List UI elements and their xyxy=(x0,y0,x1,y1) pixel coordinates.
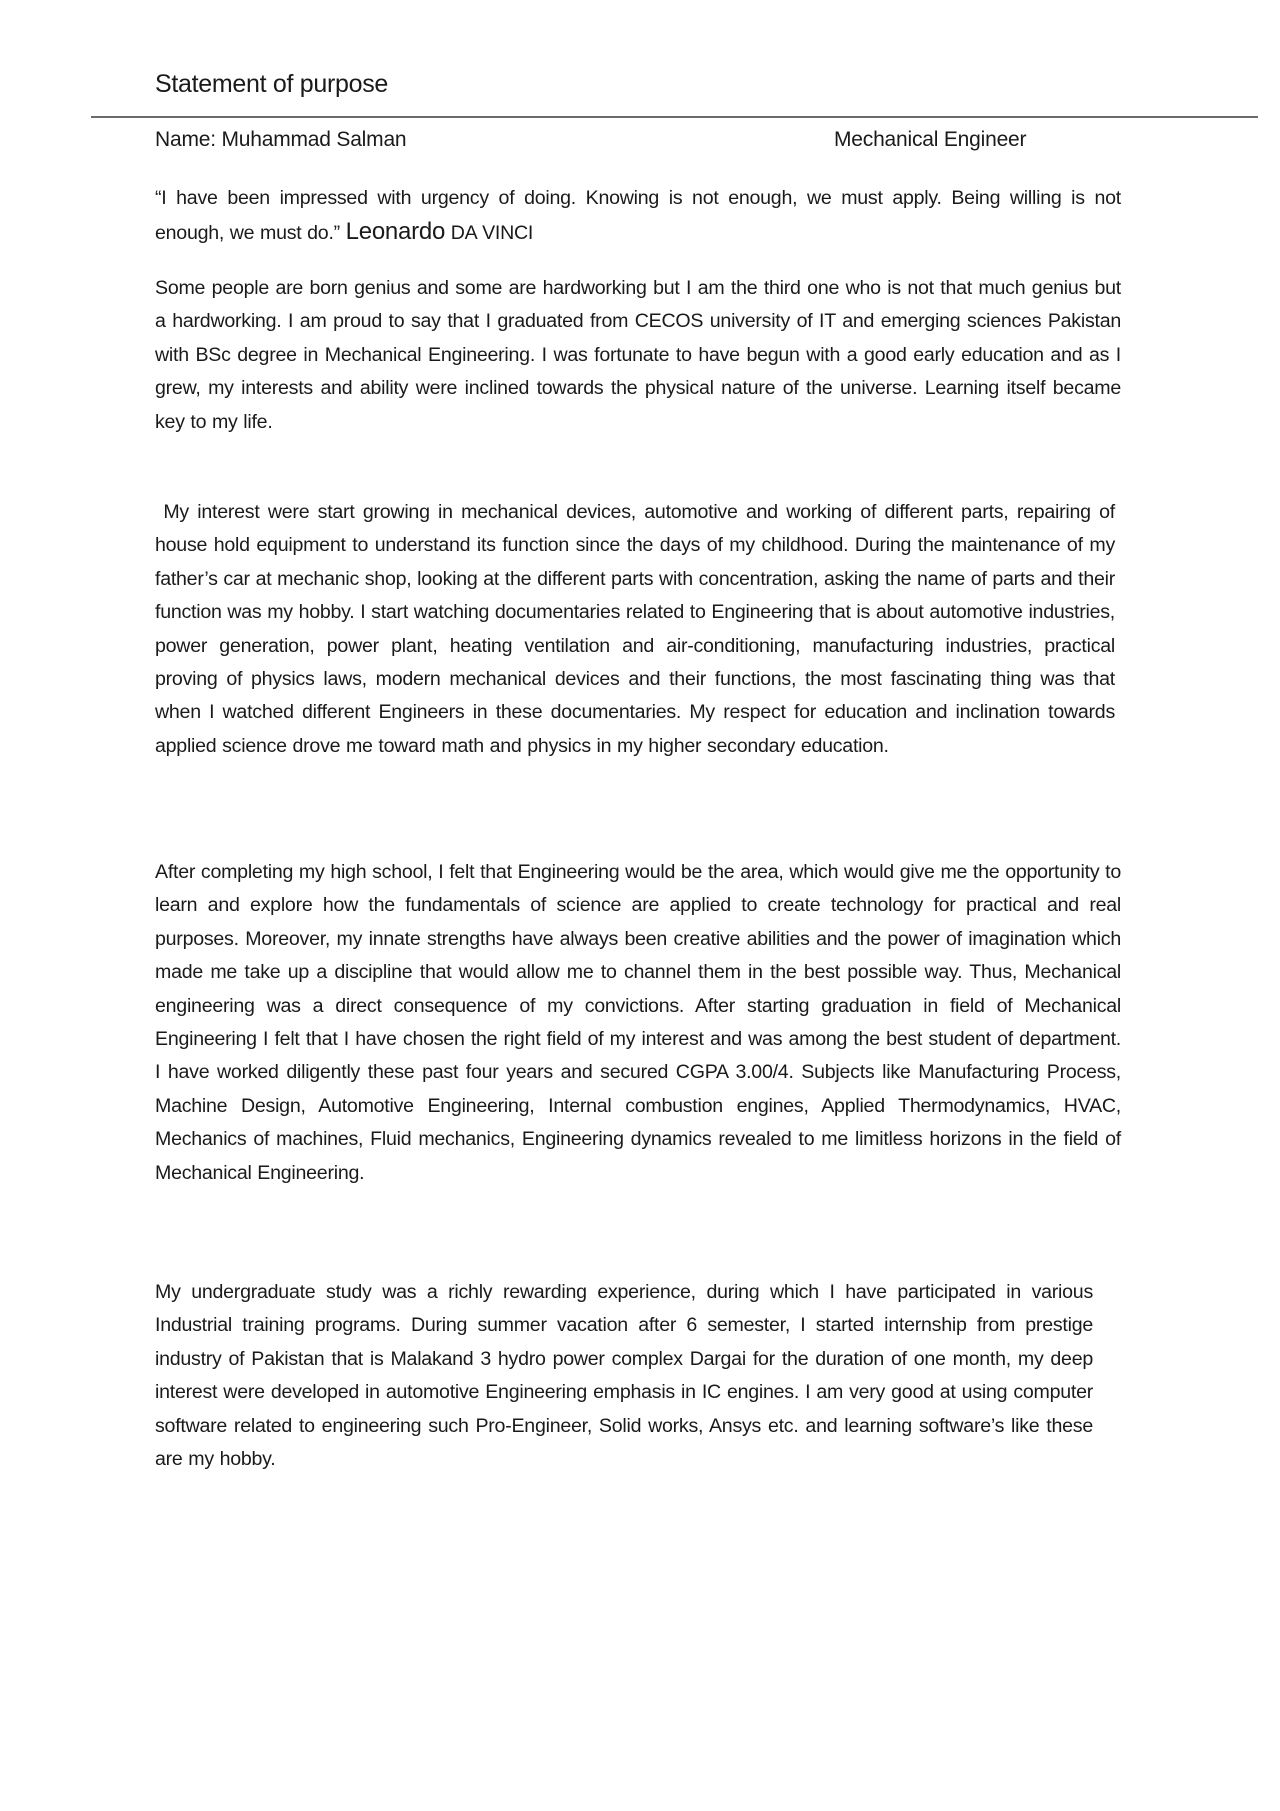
paragraph-experience: My undergraduate study was a richly rewarding experience, during which I have participated in various Industrial training programs. During summer vacation after 6 semester, I started internship from prestige industry of Pakistan that is Malakand 3 hydro power complex Dargai for the duration of one month, my deep interest were developed in automotive Engineering emphasis in IC engines. I am very good at using computer software related to engineering such Pro-Engineer, Solid works, Ansys etc. and learning software’s like these are my hobby. xyxy=(155,1281,1093,1471)
quote-author-first: Leonardo xyxy=(345,218,446,246)
paragraph-education: After completing my high school, I felt that Engineering would be the area, which would give me the opportunity to learn and explore how the fundamentals of science are applied to create technology for practical and real purposes. Moreover, my innate strengths have always been creative abilities and the power of imagination which made me take up a discipline that would allow me to channel them in the best possible way. Thus, Mechanical engineering was a direct consequence of my convictions. After starting graduation in field of Mechanical Engineering I felt that I have chosen the right field of my interest and was among the best student of department. I have worked diligently these past four years and secured CGPA 3.00/4. Subjects like Manufacturing Process, Machine Design, Automotive Engineering, Internal combustion engines, Applied Thermodynamics, HVAC, Mechanics of machines, Fluid mechanics, Engineering dynamics revealed to me limitless horizons in the field of Mechanical Engineering. xyxy=(155,861,1121,1184)
paragraph-intro: Some people are born genius and some are hardworking but I am the third one who is not that much genius but a hardworking. I am proud to say that I graduated from CECOS university of IT and emerging sciences Pakistan with BSc degree in Mechanical Engineering. I was fortunate to have begun with a good early education and as I grew, my interests and ability were inclined towards the physical nature of the universe. Learning itself became key to my life. xyxy=(155,277,1121,433)
quote-author-last: DA VINCI xyxy=(450,222,534,245)
opening-quote xyxy=(155,182,1121,251)
document-title: Statement of purpose xyxy=(155,70,389,98)
quote-text: “I have been impressed with urgency of doing. Knowing is not enough, we must apply. Being willing is not enough, we must do.” xyxy=(155,187,1121,245)
paragraph-interest: My interest were start growing in mechanical devices, automotive and working of different parts, repairing of house hold equipment to understand its function since the days of my childhood. During the maintenance of my father’s car at mechanic shop, looking at the different parts with concentration, asking the name of parts and their function was my hobby. I start watching documentaries related to Engineering that is about automotive industries, power generation, power plant, heating ventilation and air-conditioning, manufacturing industries, practical proving of physics laws, modern mechanical devices and their functions, the most fascinating thing was that when I watched different Engineers in these documentaries. My respect for education and inclination towards applied science drove me toward math and physics in my higher secondary education. xyxy=(155,501,1121,757)
applicant-name: Name: Muhammad Salman xyxy=(155,128,407,151)
applicant-role: Mechanical Engineer xyxy=(834,128,1027,151)
header-divider xyxy=(91,116,1258,118)
